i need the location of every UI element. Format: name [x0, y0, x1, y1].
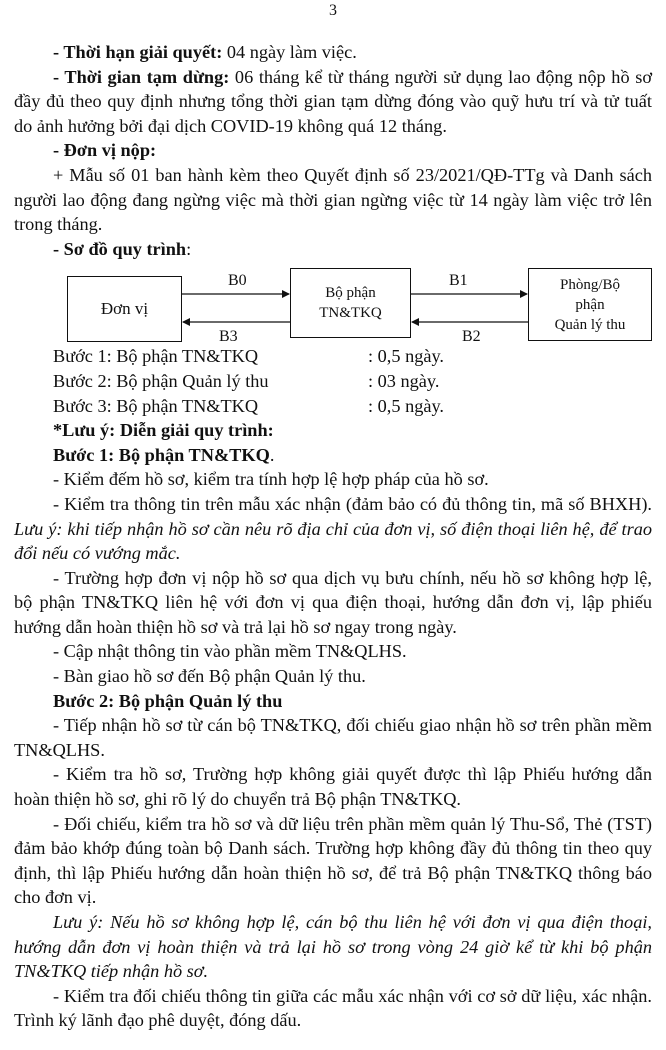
form-paragraph — [14, 163, 652, 237]
step-name: Bước 2: Bộ phận Quản lý thu — [53, 370, 269, 391]
step1-item — [14, 492, 652, 566]
step2-item: - Kiểm tra đối chiếu thông tin giữa các mẫu xác nhận với cơ sở dữ liệu, xác nhận. Trình ký lãnh đạo phê duyệt, đóng dấu. — [14, 985, 652, 1031]
step-row — [53, 369, 652, 394]
step1-item: - Trường hợp đơn vị nộp hồ sơ qua dịch vụ bưu chính, nếu hồ sơ không hợp lệ, bộ phận TN&TKQ liên hệ với đơn vị qua điện thoại, hướng dẫn đơn vị, lập phiếu hướng dẫn hoàn thiện hồ sơ và trả lại hồ sơ ngay trong ngày. — [14, 567, 652, 637]
step1-item: - Cập nhật thông tin vào phần mềm TN&QLHS. — [53, 641, 407, 662]
processing-time-paragraph — [14, 40, 652, 65]
unit-box — [67, 276, 182, 342]
reception-box — [290, 268, 411, 338]
suspension-time-paragraph — [14, 65, 652, 139]
b3-label: B3 — [219, 328, 238, 346]
page-number: 3 — [329, 2, 337, 19]
revenue-dept-box-label — [555, 275, 626, 335]
step1-item-note: Lưu ý: khi tiếp nhận hồ sơ cần nêu rõ địa chỉ của đơn vị, số điện thoại liên hệ, để trao đổi nếu có vướng mắc. — [14, 518, 652, 564]
step-row — [53, 394, 652, 419]
process-diagram-label: - Sơ đồ quy trình — [53, 238, 187, 259]
step-timeline — [53, 344, 652, 418]
unit-box-label: Đơn vị — [100, 299, 149, 319]
b1-label: B1 — [449, 272, 468, 290]
revenue-dept-line1: Phòng/Bộ — [559, 276, 620, 293]
step-time: : 0,5 ngày. — [368, 395, 444, 416]
reception-box-line1: Bộ phận — [325, 285, 376, 302]
revenue-dept-box — [528, 268, 652, 341]
revenue-dept-line3: Quản lý thu — [554, 316, 626, 333]
step-time: : 0,5 ngày. — [368, 346, 444, 367]
suspension-time-text: 06 tháng kể từ tháng người sử dụng lao động nộp hồ sơ đầy đủ theo quy định nhưng tổng thời gian tạm dừng đóng vào quỹ hưu trí và tử tuất do ảnh hưởng bởi đại dịch COVID-19 không quá 12 tháng. — [14, 66, 652, 136]
step-name: Bước 3: Bộ phận TN&TKQ — [53, 395, 259, 416]
b0-label: B0 — [228, 272, 247, 290]
document-body — [14, 40, 652, 1033]
form-text: + Mẫu số 01 ban hành kèm theo Quyết định số 23/2021/QĐ-TTg và Danh sách người lao động đang ngừng việc mà thời gian ngừng việc từ 14 ngày làm việc trở lên trong tháng. — [14, 164, 652, 235]
process-diagram — [14, 264, 652, 346]
process-diagram-heading — [14, 237, 652, 262]
reception-box-label — [319, 283, 382, 323]
step1-heading-period: . — [269, 444, 275, 465]
step2-item: - Tiếp nhận hồ sơ từ cán bộ TN&TKQ, đối chiếu giao nhận hồ sơ trên phần mềm TN&QLHS. — [14, 715, 652, 760]
step1-heading — [14, 443, 652, 468]
step-time: : 03 ngày. — [368, 370, 440, 391]
step1-item: - Bàn giao hồ sơ đến Bộ phận Quản lý thu. — [53, 666, 366, 687]
processing-time-text: 04 ngày làm việc. — [222, 42, 357, 62]
suspension-time-label: - Thời gian tạm dừng: — [53, 66, 230, 87]
b2-label: B2 — [462, 328, 481, 346]
step-row — [53, 344, 652, 369]
step2-heading: Bước 2: Bộ phận Quản lý thu — [53, 690, 283, 711]
reception-box-line2: TN&TKQ — [319, 305, 382, 322]
submitting-unit-label: - Đơn vị nộp: — [53, 140, 157, 161]
note-heading: *Lưu ý: Diễn giải quy trình: — [53, 420, 274, 441]
step1-item: - Kiểm đếm hồ sơ, kiểm tra tính hợp lệ hợp pháp của hồ sơ. — [53, 469, 489, 490]
step-name: Bước 1: Bộ phận TN&TKQ — [53, 346, 259, 367]
step2-item: - Kiểm tra hồ sơ, Trường hợp không giải quyết được thì lập Phiếu hướng dẫn hoàn thiện hồ sơ, ghi rõ lý do chuyển trả Bộ phận TN&TKQ. — [14, 764, 652, 810]
revenue-dept-line2: phận — [575, 296, 605, 313]
step2-item: - Đối chiếu, kiểm tra hồ sơ và dữ liệu trên phần mềm quản lý Thu-Sổ, Thẻ (TST) đảm bảo khớp đúng toàn bộ Danh sách. Trường hợp không đầy đủ thông tin theo quy định, thì lập Phiếu hướng dẫn hoàn thiện hồ sơ, để trả Bộ phận TN&TKQ thông báo cho đơn vị. — [14, 813, 652, 908]
step1-heading-text: Bước 1: Bộ phận TN&TKQ — [53, 444, 270, 465]
process-diagram-colon: : — [186, 238, 192, 259]
processing-time-label: - Thời hạn giải quyết: — [53, 42, 223, 62]
submitting-unit-heading — [14, 138, 652, 163]
step1-item-text: - Kiểm tra thông tin trên mẫu xác nhận (đảm bảo có đủ thông tin, mã số BHXH). — [53, 493, 652, 514]
step2-note: Lưu ý: Nếu hồ sơ không hợp lệ, cán bộ thu liên hệ với đơn vị qua điện thoại, hướng dẫn đơn vị hoàn thiện và trả lại hồ sơ trong vòng 24 giờ kể từ khi bộ phận TN&TKQ tiếp nhận hồ sơ. — [14, 912, 652, 982]
